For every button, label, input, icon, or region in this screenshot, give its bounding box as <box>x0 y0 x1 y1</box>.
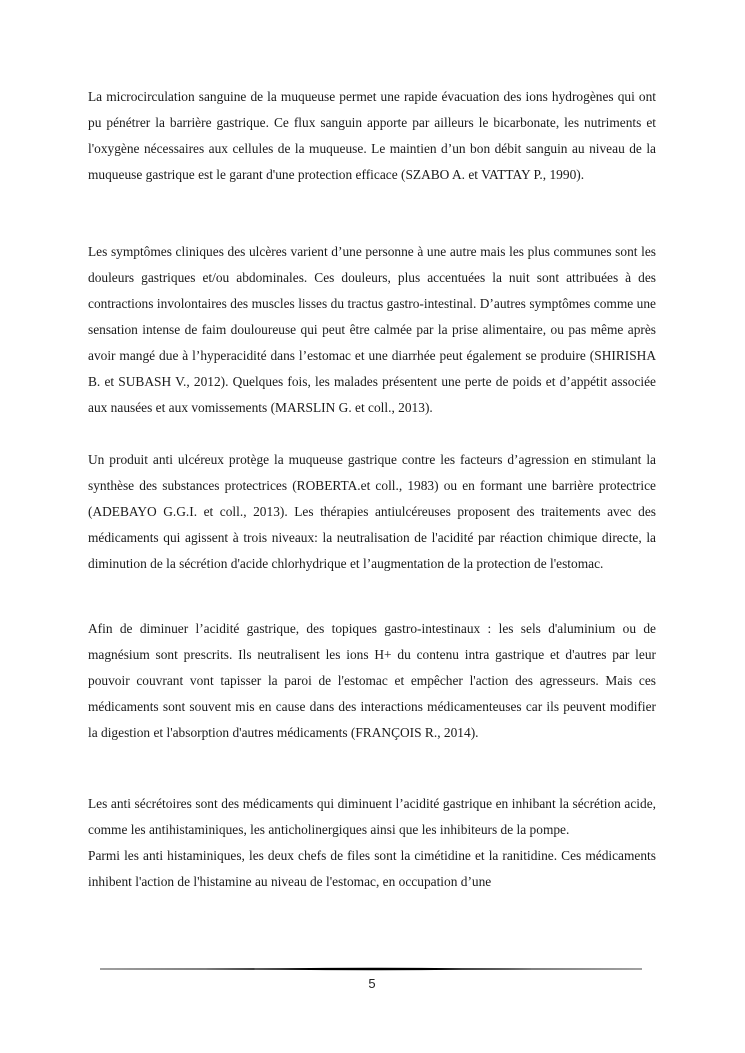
page-number: 5 <box>368 976 376 991</box>
paragraph-text: La microcirculation sanguine de la muqueuse permet une rapide évacuation des ions hydrogènes qui ont pu pénétrer la barrière gastrique. Ce flux sanguin apporte par ailleurs le bicarbonate, les nutriments et l'oxygène nécessaires aux cellules de la muqueuse. Le maintien d’un bon débit sanguin au niveau de la muqueuse gastrique est le garant d'une protection efficace (SZABO A. et VATTAY P., 1990). <box>88 89 656 182</box>
paragraph-text: Parmi les anti histaminiques, les deux chefs de files sont la cimétidine et la ranitidine. Ces médicaments inhibent l'action de l'histamine au niveau de l'estomac, en occupation d’une <box>88 848 656 889</box>
paragraph-symptoms <box>88 239 656 421</box>
paragraph-antisecretory <box>88 791 656 895</box>
paragraph-text: Afin de diminuer l’acidité gastrique, des topiques gastro-intestinaux : les sels d'aluminium ou de magnésium sont prescrits. Ils neutralisent les ions H+ du contenu intra gastrique et d'autres par leur pouvoir couvrant vont tapisser la paroi de l'estomac et empêcher l'action des agresseurs. Mais ces médicaments sont souvent mis en cause dans des interactions médicamenteuses car ils peuvent modifier la digestion et l'absorption d'autres médicaments (FRANÇOIS R., 2014). <box>88 621 656 740</box>
footer-separator-rule <box>100 966 642 972</box>
paragraph-microcirculation <box>88 84 656 188</box>
paragraph-text: Les anti sécrétoires sont des médicaments qui diminuent l’acidité gastrique en inhibant la sécrétion acide, comme les antihistaminiques, les anticholinergiques ainsi que les inhibiteurs de la pompe. <box>88 796 656 837</box>
paragraph-text: Un produit anti ulcéreux protège la muqueuse gastrique contre les facteurs d’agression en stimulant la synthèse des substances protectrices (ROBERTA.et coll., 1983) ou en formant une barrière protectrice (ADEBAYO G.G.I. et coll., 2013). Les thérapies antiulcéreuses proposent des traitements avec des médicaments qui agissent à trois niveaux: la neutralisation de l'acidité par réaction chimique directe, la diminution de la sécrétion d'acide chlorhydrique et l’augmentation de la protection de l'estomac. <box>88 452 656 571</box>
paragraph-topical-agents <box>88 616 656 746</box>
paragraph-text: Les symptômes cliniques des ulcères varient d’une personne à une autre mais les plus communes sont les douleurs gastriques et/ou abdominales. Ces douleurs, plus accentuées la nuit sont attribuées à des contractions involontaires des muscles lisses du tractus gastro-intestinal. D’autres symptômes comme une sensation intense de faim douloureuse qui peut être calmée par la prise alimentaire, ou pas même après avoir mangé due à l’hyperacidité dans l’estomac et une diarrhée peut également se produire (SHIRISHA B. et SUBASH V., 2012). Quelques fois, les malades présentent une perte de poids et d’appétit associée aux nausées et aux vomissements (MARSLIN G. et coll., 2013). <box>88 244 656 415</box>
paragraph-antiulcer <box>88 447 656 577</box>
